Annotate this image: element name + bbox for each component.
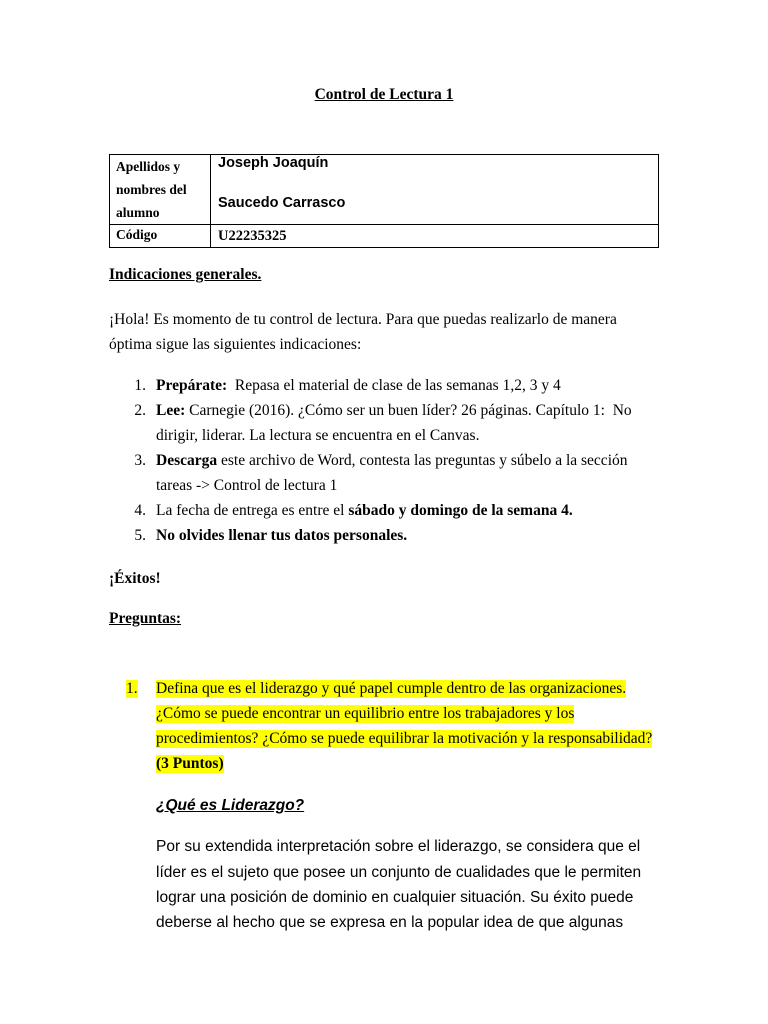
list-item-bold: Lee: (156, 402, 186, 419)
student-name-row (110, 155, 659, 225)
question-text-line: ¿Cómo se puede encontrar un equilibrio entre los trabajadores y los (156, 705, 575, 722)
list-item-text (156, 402, 632, 420)
answer-subheading: ¿Qué es Liderazgo? (156, 797, 305, 814)
document-title: Control de Lectura 1 (314, 86, 454, 103)
questions-heading: Preguntas: (109, 610, 182, 627)
list-item-text (156, 377, 561, 395)
list-item-rest: Carnegie (2016). ¿Cómo ser un buen líder? 26 páginas. Capítulo 1: No (185, 402, 632, 419)
list-item-text (156, 452, 628, 470)
list-item-continuation: dirigir, liderar. La lectura se encuentra en el Canvas. (156, 427, 480, 444)
name-value-cell (211, 155, 659, 225)
name-label-line: alumno (116, 205, 160, 220)
code-label-cell: Código (110, 225, 211, 248)
list-item-number: 1. (134, 377, 146, 394)
student-last-names: Saucedo Carrasco (218, 195, 346, 211)
answer-text-line: lograr una posición de dominio en cualquier situación. Su éxito puede (156, 889, 634, 906)
list-item-number: 2. (134, 402, 146, 419)
name-label-line: nombres del (116, 182, 187, 197)
list-item-number: 5. (134, 527, 146, 544)
list-item-pre: La fecha de entrega es entre el (156, 502, 349, 519)
name-label-cell (110, 155, 211, 225)
list-item-continuation: tareas -> Control de lectura 1 (156, 477, 338, 494)
list-item-bold: Prepárate: (156, 377, 228, 394)
student-first-names: Joseph Joaquín (218, 155, 329, 171)
question-number: 1. (126, 680, 138, 697)
list-item-number: 4. (134, 502, 146, 519)
answer-text-line: Por su extendida interpretación sobre el liderazgo, se considera que el (156, 838, 641, 855)
list-item-rest: este archivo de Word, contesta las preguntas y súbelo a la sección (217, 452, 628, 469)
student-info-table (109, 154, 659, 248)
answer-text-line: líder es el sujeto que posee un conjunto de cualidades que le permiten (156, 864, 642, 881)
list-item-bold: sábado y domingo de la semana 4. (348, 502, 573, 519)
list-item-text (156, 502, 573, 520)
answer-text-line: deberse al hecho que se expresa en la popular idea de que algunas (156, 914, 624, 931)
question-text-line: procedimientos? ¿Cómo se puede equilibrar la motivación y la responsabilidad? (156, 730, 653, 747)
list-item-bold: Descarga (156, 452, 218, 469)
list-item-number: 3. (134, 452, 146, 469)
question-text-line: Defina que es el liderazgo y qué papel cumple dentro de las organizaciones. (156, 680, 627, 697)
closing-text: ¡Éxitos! (109, 570, 161, 587)
list-item-bold: No olvides llenar tus datos personales. (156, 527, 408, 544)
name-label-line: Apellidos y (116, 159, 181, 174)
intro-text-line: ¡Hola! Es momento de tu control de lectura. Para que puedas realizarlo de manera (109, 311, 617, 328)
intro-text-line: óptima sigue las siguientes indicaciones: (109, 336, 362, 353)
general-instructions-heading: Indicaciones generales. (109, 266, 262, 283)
student-code-value: U22235325 (211, 225, 659, 248)
student-code-row (110, 225, 659, 248)
question-points: (3 Puntos) (156, 755, 224, 772)
list-item-rest: Repasa el material de clase de las semanas 1,2, 3 y 4 (227, 377, 561, 394)
